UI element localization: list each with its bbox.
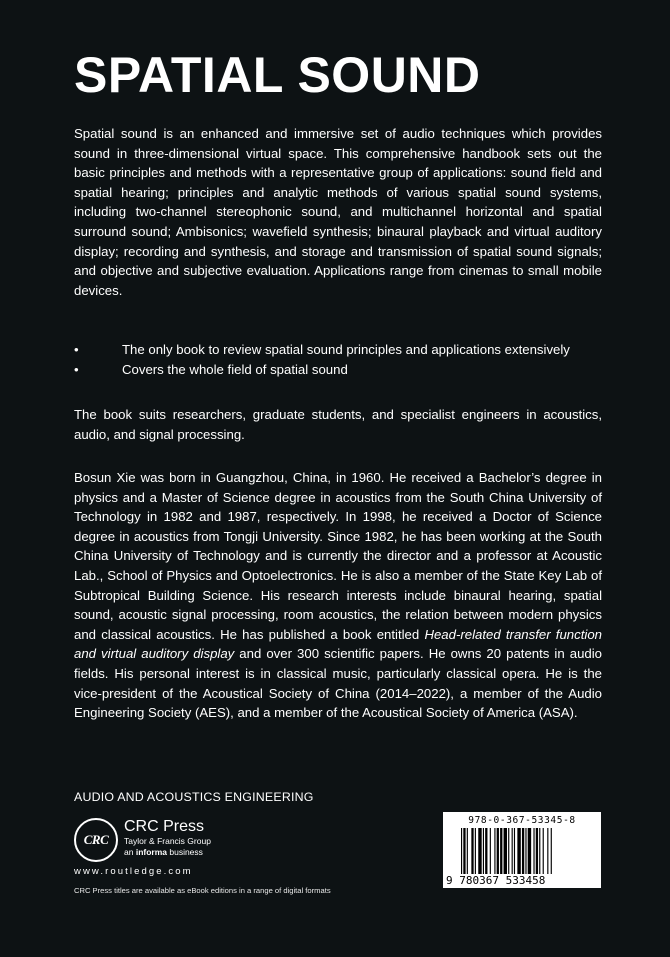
barcode-bars-icon: [461, 828, 593, 878]
bullet-marker: •: [74, 361, 79, 377]
bio-text: Bosun Xie was born in Guangzhou, China, in 1960. He received a Bachelor’s degree in physics and a Master of Science degree in acoustics from the South China University of Technology in 1982 and 1987, respectively. In 1998, he received a Doctor of Science degree in acoustics from Tongji University. Since 1982, he has been working at the South China University of Technology and is currently the director and a professor at Acoustic Lab., School of Physics and Optoelectronics. He is also a member of the State Key Lab of Subtropical Building Science. His research interests include binaural hearing, spatial sound, acoustic signal processing, room acoustics, the relation between modern physics and classical acoustics. He has published a book entitled: [74, 470, 602, 642]
informa-brand: informa: [135, 847, 167, 857]
description-paragraph: Spatial sound is an enhanced and immersive set of audio techniques which provides sound in three-dimensional virtual space. This comprehensive handbook sets out the basic principles and methods with a representative group of applications: sound field and spatial hearing; principles and analytic methods of various spatial sound systems, including two-channel stereophonic sound, and multichannel horizontal and spatial surround sound; Ambisonics; wavefield synthesis; binaural playback and virtual auditory display; recording and synthesis, and storage and transmission of spatial sound signals; and objective and subjective evaluation. Applications range from cinemas to small mobile devices.: [74, 126, 602, 298]
bullet-marker: •: [74, 342, 79, 357]
crc-logo-icon: [74, 818, 118, 862]
isbn-label: 978-0-367-53345-8: [468, 815, 576, 826]
bullet-text: The only book to review spatial sound principles and applications extensively: [122, 342, 570, 357]
publisher-business: [124, 847, 211, 858]
logo-text: CRC: [83, 832, 109, 847]
publisher-name: CRC Press: [124, 818, 205, 835]
publisher-group: Taylor & Francis Group: [124, 836, 211, 846]
book-title: SPATIAL SOUND: [74, 47, 481, 103]
list-item: [74, 360, 634, 380]
list-item: [74, 340, 634, 360]
ebook-note: CRC Press titles are available as eBook editions in a range of digital formats: [74, 886, 331, 895]
author-bio: [74, 468, 602, 723]
publisher-block: [124, 818, 211, 858]
website-link[interactable]: www.routledge.com: [74, 866, 193, 877]
bullet-text: Covers the whole field of spatial sound: [122, 361, 348, 377]
business-prefix: an: [124, 847, 136, 857]
series-name: AUDIO AND ACOUSTICS ENGINEERING: [74, 790, 314, 804]
bio-text: and over 300 scientific papers. He owns 20 patents in audio fields. His personal interest is in classical music, particularly classical opera. He is the vice-president of the Acoustical Society of China (2014–2022), a member of the Audio Engineering Society (AES), and a member of the Acoustical Society of America (ASA).: [74, 646, 602, 721]
isbn-digits: 9 780367 533458: [446, 874, 598, 887]
business-suffix: business: [167, 847, 203, 857]
isbn-barcode: [443, 812, 601, 888]
bio-book-title: Head-related transfer function and virtual auditory display: [74, 626, 603, 662]
feature-list: [74, 340, 634, 379]
audience-paragraph: The book suits researchers, graduate students, and specialist engineers in acoustics, audio, and signal processing.: [74, 407, 602, 442]
